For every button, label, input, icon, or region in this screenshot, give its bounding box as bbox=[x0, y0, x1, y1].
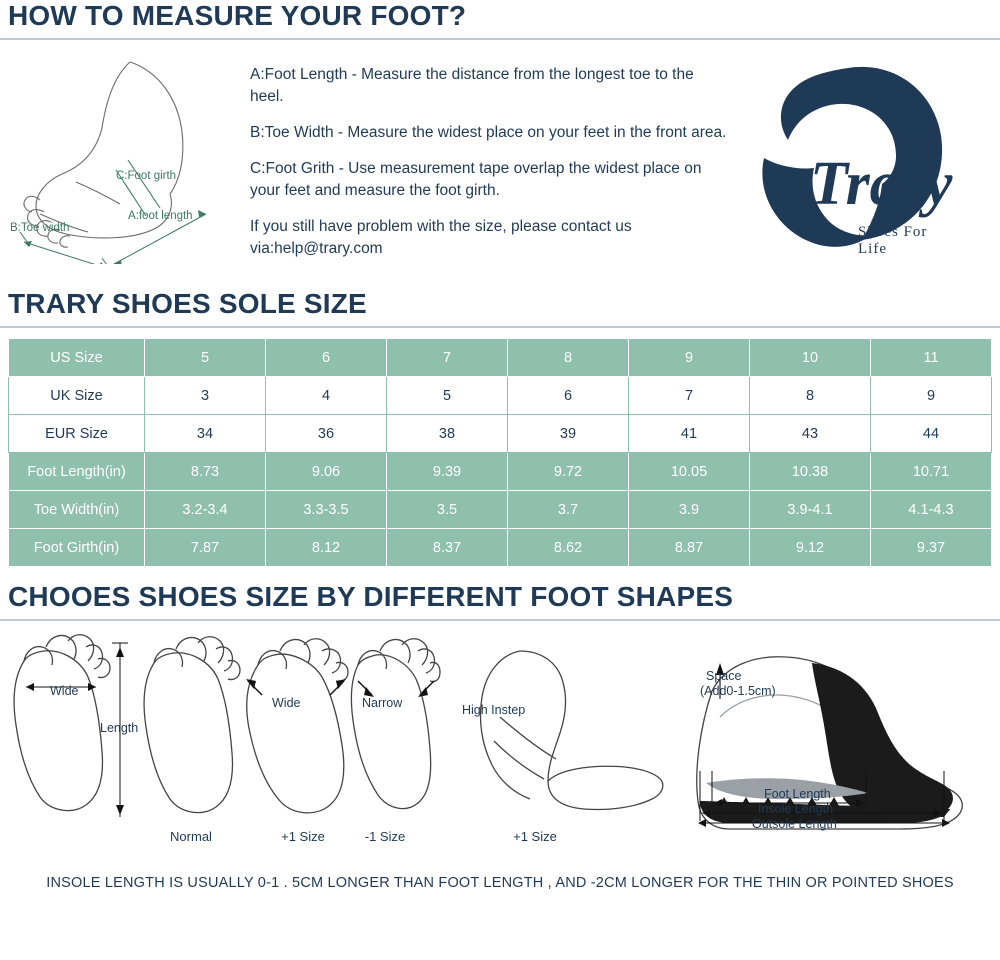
foot-measure-diagram bbox=[10, 54, 240, 264]
table-row bbox=[9, 453, 992, 491]
cell: 9.39 bbox=[387, 453, 508, 491]
label-foot-length: A:foot length bbox=[128, 210, 193, 222]
label-foot-length-shoe: Foot Length bbox=[764, 787, 831, 801]
row-header: Foot Length(in) bbox=[9, 453, 145, 491]
cell: 8 bbox=[750, 377, 871, 415]
cell: 36 bbox=[266, 415, 387, 453]
instruction-a: A:Foot Length - Measure the distance from the longest toe to the heel. bbox=[250, 66, 694, 105]
caption-minus-one: -1 Size bbox=[364, 829, 406, 844]
cell: 41 bbox=[629, 415, 750, 453]
cell: 5 bbox=[387, 377, 508, 415]
instruction-b: B:Toe Width - Measure the widest place on your feet in the front area. bbox=[250, 124, 727, 141]
brand-logo bbox=[740, 54, 955, 269]
cell: 9 bbox=[871, 377, 992, 415]
cell: 9.12 bbox=[750, 529, 871, 567]
size-table-body bbox=[9, 339, 992, 567]
cell: 7.87 bbox=[145, 529, 266, 567]
cell: 3.3-3.5 bbox=[266, 491, 387, 529]
shapes-section-title: CHOOES SHOES SIZE BY DIFFERENT FOOT SHAPES bbox=[8, 581, 734, 612]
cell: 44 bbox=[871, 415, 992, 453]
label-wide: Wide bbox=[272, 696, 301, 710]
cell: 6 bbox=[508, 377, 629, 415]
measure-section-title: HOW TO MEASURE YOUR FOOT? bbox=[8, 0, 467, 31]
table-row bbox=[9, 415, 992, 453]
row-header: Foot Girth(in) bbox=[9, 529, 145, 567]
label-narrow: Narrow bbox=[362, 696, 403, 710]
label-length: Length bbox=[100, 721, 139, 735]
cell: 34 bbox=[145, 415, 266, 453]
cell: 8.87 bbox=[629, 529, 750, 567]
cell: 8 bbox=[508, 339, 629, 377]
cell: 9.06 bbox=[266, 453, 387, 491]
row-header: US Size bbox=[9, 339, 145, 377]
row-header: UK Size bbox=[9, 377, 145, 415]
label-toe-width: B:Toe width bbox=[10, 222, 70, 234]
table-row bbox=[9, 491, 992, 529]
caption-plus-one-instep: +1 Size bbox=[513, 829, 557, 844]
cell: 38 bbox=[387, 415, 508, 453]
label-space: Space bbox=[706, 669, 742, 683]
cell: 3.9-4.1 bbox=[750, 491, 871, 529]
cell: 3.2-3.4 bbox=[145, 491, 266, 529]
caption-plus-one: +1 Size bbox=[281, 829, 325, 844]
cell: 10.38 bbox=[750, 453, 871, 491]
label-insole-length: Insole Length bbox=[758, 802, 834, 816]
table-row bbox=[9, 377, 992, 415]
cell: 5 bbox=[145, 339, 266, 377]
measure-instructions bbox=[250, 54, 730, 274]
cell: 8.37 bbox=[387, 529, 508, 567]
cell: 3 bbox=[145, 377, 266, 415]
cell: 8.12 bbox=[266, 529, 387, 567]
cell: 7 bbox=[629, 377, 750, 415]
logo-wordmark: Trary bbox=[810, 150, 953, 218]
cell: 9.72 bbox=[508, 453, 629, 491]
measure-section bbox=[0, 40, 1000, 280]
cell: 10 bbox=[750, 339, 871, 377]
table-row bbox=[9, 529, 992, 567]
size-table-wrap bbox=[0, 328, 1000, 567]
label-wide-small: Wide bbox=[50, 684, 79, 698]
cell: 3.5 bbox=[387, 491, 508, 529]
cell: 9 bbox=[629, 339, 750, 377]
cell: 10.71 bbox=[871, 453, 992, 491]
row-header: EUR Size bbox=[9, 415, 145, 453]
label-high-instep: High Instep bbox=[462, 703, 526, 717]
cell: 9.37 bbox=[871, 529, 992, 567]
cell: 7 bbox=[387, 339, 508, 377]
cell: 8.62 bbox=[508, 529, 629, 567]
cell: 3.9 bbox=[629, 491, 750, 529]
foot-shapes-section bbox=[0, 621, 1000, 871]
cell: 39 bbox=[508, 415, 629, 453]
foot-shapes-svg bbox=[0, 621, 1000, 851]
cell: 3.7 bbox=[508, 491, 629, 529]
label-space-add: (Add0-1.5cm) bbox=[700, 684, 776, 698]
instruction-c: C:Foot Grith - Use measurement tape overlap the widest place on your feet and measure the foot girth. bbox=[250, 160, 702, 199]
cell: 4.1-4.3 bbox=[871, 491, 992, 529]
label-outsole-length: Outsole Length bbox=[752, 817, 837, 831]
cell: 11 bbox=[871, 339, 992, 377]
cell: 8.73 bbox=[145, 453, 266, 491]
cell: 10.05 bbox=[629, 453, 750, 491]
contact-note: If you still have problem with the size, please contact us via:help@trary.com bbox=[250, 218, 632, 257]
sole-size-title: TRARY SHOES SOLE SIZE bbox=[8, 288, 367, 319]
table-row bbox=[9, 339, 992, 377]
cell: 43 bbox=[750, 415, 871, 453]
caption-normal: Normal bbox=[170, 829, 212, 844]
shoe-size-table bbox=[8, 338, 992, 567]
row-header: Toe Width(in) bbox=[9, 491, 145, 529]
insole-footnote: INSOLE LENGTH IS USUALLY 0-1 . 5CM LONGER THAN FOOT LENGTH , AND -2CM LONGER FOR THE THIN OR POINTED SHOES bbox=[46, 875, 954, 891]
logo-tagline: Shoes For Life bbox=[858, 224, 928, 257]
cell: 6 bbox=[266, 339, 387, 377]
label-foot-girth: C:Foot girth bbox=[116, 170, 177, 182]
cell: 4 bbox=[266, 377, 387, 415]
